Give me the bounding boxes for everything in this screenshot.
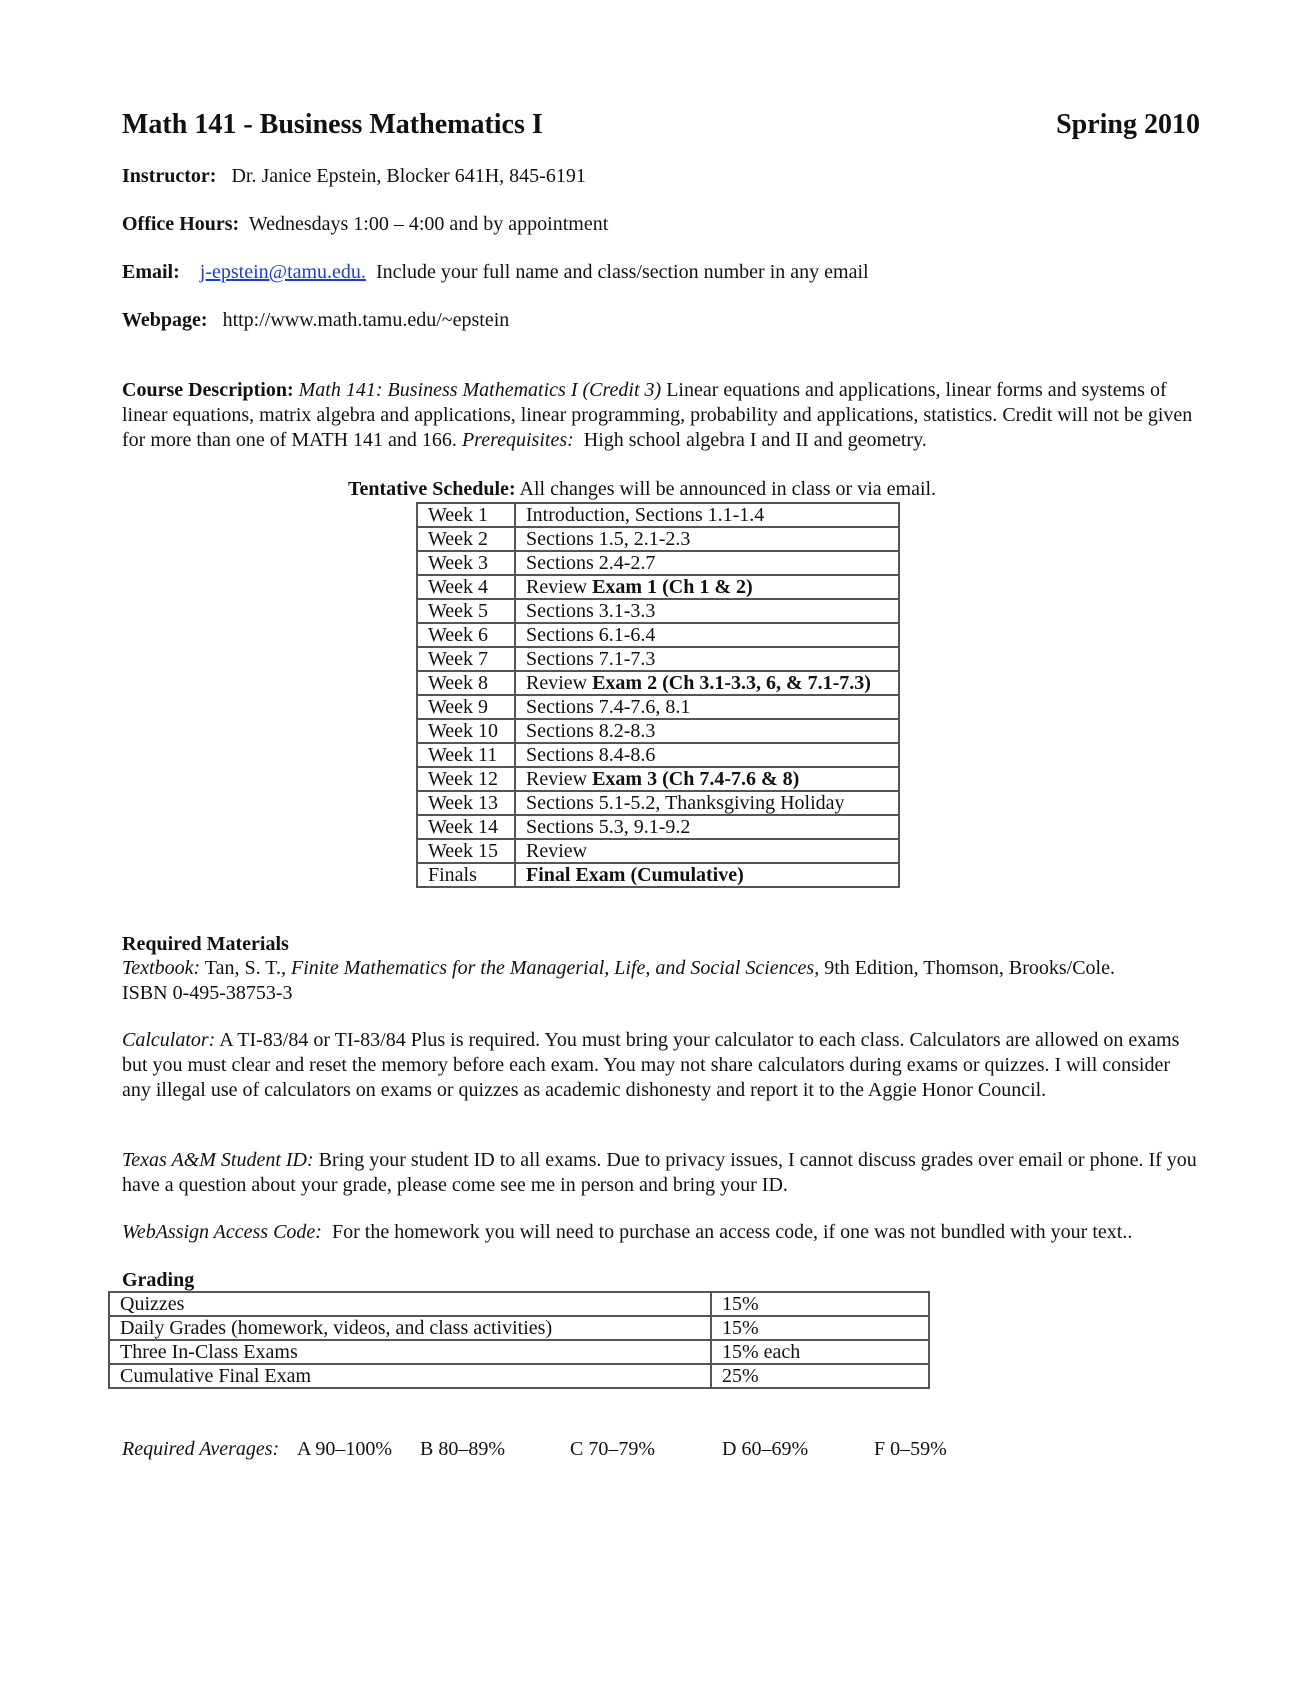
prerequisites-label: Prerequisites:	[461, 429, 574, 451]
grading-row	[109, 1340, 929, 1364]
schedule-topic	[515, 839, 899, 863]
schedule-topic-text: Sections 5.1-5.2, Thanksgiving Holiday	[526, 792, 845, 814]
schedule-topic-text: Sections 7.4-7.6, 8.1	[526, 696, 691, 718]
schedule-topic-text: Review	[526, 672, 593, 694]
schedule-row	[417, 743, 899, 767]
schedule-week: Week 12	[417, 767, 515, 791]
student-id-label: Texas A&M Student ID:	[122, 1149, 314, 1171]
grading-table	[108, 1291, 930, 1389]
schedule-week: Week 15	[417, 839, 515, 863]
course-description	[122, 378, 1202, 453]
email-link[interactable]: j-epstein@tamu.edu.	[199, 261, 366, 283]
schedule-row	[417, 815, 899, 839]
schedule-row	[417, 623, 899, 647]
webassign-text: For the homework you will need to purchase an access code, if one was not bundled with your text..	[331, 1221, 1133, 1243]
schedule-row	[417, 791, 899, 815]
schedule-topic-text: Review	[526, 576, 593, 598]
grade-c: C 70–79%	[570, 1438, 655, 1460]
description-text: Linear equations and applications, linear forms and systems of linear equations, matrix algebra and applications, linear programming, probability and applications, statistics. Credit will not be given for more than one of MATH 141 and 166.	[122, 379, 1193, 451]
schedule-row	[417, 647, 899, 671]
schedule-topic-text: Review	[526, 768, 593, 790]
schedule-row	[417, 527, 899, 551]
schedule-row	[417, 551, 899, 575]
schedule-topic-text: Sections 6.1-6.4	[526, 624, 656, 646]
student-id-text: Bring your student ID to all exams. Due to privacy issues, I cannot discuss grades over email or phone. If you have a question about your grade, please come see me in person and bring your ID.	[122, 1149, 1197, 1196]
schedule-heading	[348, 477, 936, 502]
office-hours-label: Office Hours:	[122, 213, 240, 235]
schedule-topic	[515, 575, 899, 599]
schedule-topic-text: Sections 8.4-8.6	[526, 744, 656, 766]
schedule-label: Tentative Schedule:	[348, 478, 516, 500]
schedule-week: Week 4	[417, 575, 515, 599]
schedule-row	[417, 767, 899, 791]
schedule-topic	[515, 671, 899, 695]
course-title: Math 141 - Business Mathematics I	[122, 109, 543, 140]
schedule-week: Week 2	[417, 527, 515, 551]
office-hours-value: Wednesdays 1:00 – 4:00 and by appointment	[248, 213, 609, 235]
schedule-topic	[515, 791, 899, 815]
schedule-topic-text: Sections 8.2-8.3	[526, 720, 656, 742]
schedule-week: Week 10	[417, 719, 515, 743]
grading-weight: 25%	[711, 1364, 929, 1388]
term-label: Spring 2010	[1056, 109, 1200, 140]
textbook-edition: 9th Edition, Thomson, Brooks/Cole.	[824, 957, 1115, 979]
schedule-row	[417, 671, 899, 695]
schedule-row	[417, 863, 899, 887]
schedule-topic	[515, 743, 899, 767]
calculator-text: A TI-83/84 or TI-83/84 Plus is required. You must bring your calculator to each class. Calculators are allowed on exams but you must clear and reset the memory before each exam. You may not share calculators during exams or quizzes. I will consider any illegal use of calculators on exams or quizzes as academic dishonesty and report it to the Aggie Honor Council.	[122, 1029, 1180, 1101]
schedule-week: Week 6	[417, 623, 515, 647]
schedule-row	[417, 719, 899, 743]
calculator-paragraph	[122, 1028, 1202, 1103]
grading-row	[109, 1292, 929, 1316]
schedule-week: Week 1	[417, 503, 515, 527]
schedule-topic	[515, 599, 899, 623]
schedule-week: Week 8	[417, 671, 515, 695]
textbook-author: Tan, S. T.,	[204, 957, 286, 979]
schedule-week: Week 14	[417, 815, 515, 839]
schedule-topic	[515, 815, 899, 839]
schedule-exam-text: Exam 3 (Ch 7.4-7.6 & 8)	[592, 768, 800, 790]
schedule-row	[417, 575, 899, 599]
webassign-paragraph	[122, 1220, 1222, 1245]
grade-d: D 60–69%	[722, 1438, 809, 1460]
grading-weight: 15%	[711, 1316, 929, 1340]
schedule-week: Week 7	[417, 647, 515, 671]
schedule-exam-text: Final Exam (Cumulative)	[526, 864, 744, 886]
schedule-row	[417, 599, 899, 623]
schedule-topic-text: Sections 3.1-3.3	[526, 600, 656, 622]
schedule-topic-text: Sections 2.4-2.7	[526, 552, 656, 574]
email-label: Email:	[122, 261, 180, 283]
textbook-paragraph	[122, 956, 1202, 1006]
schedule-table	[416, 502, 900, 888]
averages-label: Required Averages:	[122, 1438, 280, 1460]
schedule-week: Finals	[417, 863, 515, 887]
calculator-label: Calculator:	[122, 1029, 216, 1051]
office-hours-line	[122, 212, 608, 237]
webpage-label: Webpage:	[122, 309, 208, 331]
schedule-topic	[515, 503, 899, 527]
grading-row	[109, 1316, 929, 1340]
email-line	[122, 260, 869, 285]
webassign-label: WebAssign Access Code:	[122, 1221, 322, 1243]
grading-item: Daily Grades (homework, videos, and class activities)	[109, 1316, 711, 1340]
prerequisites-text: High school algebra I and II and geometry.	[583, 429, 927, 451]
schedule-week: Week 9	[417, 695, 515, 719]
instructor-value: Dr. Janice Epstein, Blocker 641H, 845-6191	[231, 165, 586, 187]
description-course: Math 141: Business Mathematics I (Credit 3)	[298, 379, 662, 401]
grading-row	[109, 1364, 929, 1388]
grade-f: F 0–59%	[874, 1438, 947, 1460]
schedule-week: Week 11	[417, 743, 515, 767]
schedule-exam-text: Exam 2 (Ch 3.1-3.3, 6, & 7.1-7.3)	[592, 672, 871, 694]
grading-item: Quizzes	[109, 1292, 711, 1316]
schedule-topic	[515, 719, 899, 743]
instructor-label: Instructor:	[122, 165, 217, 187]
schedule-row	[417, 695, 899, 719]
schedule-topic-text: Review	[526, 840, 588, 862]
grading-item: Three In-Class Exams	[109, 1340, 711, 1364]
schedule-topic	[515, 647, 899, 671]
schedule-exam-text: Exam 1 (Ch 1 & 2)	[592, 576, 753, 598]
schedule-topic	[515, 695, 899, 719]
grading-heading: Grading	[122, 1269, 195, 1291]
schedule-week: Week 5	[417, 599, 515, 623]
schedule-week: Week 3	[417, 551, 515, 575]
grading-weight: 15%	[711, 1292, 929, 1316]
textbook-label: Textbook:	[122, 957, 201, 979]
schedule-row	[417, 503, 899, 527]
student-id-paragraph	[122, 1148, 1202, 1198]
webpage-value: http://www.math.tamu.edu/~epstein	[222, 309, 510, 331]
schedule-row	[417, 839, 899, 863]
textbook-isbn: ISBN 0-495-38753-3	[122, 982, 293, 1004]
schedule-topic-text: Sections 7.1-7.3	[526, 648, 656, 670]
schedule-topic	[515, 623, 899, 647]
grade-b: B 80–89%	[420, 1438, 505, 1460]
schedule-topic-text: Sections 5.3, 9.1-9.2	[526, 816, 691, 838]
textbook-title: Finite Mathematics for the Managerial, Life, and Social Sciences,	[290, 957, 820, 979]
schedule-topic-text: Introduction, Sections 1.1-1.4	[526, 504, 765, 526]
schedule-week: Week 13	[417, 791, 515, 815]
email-note: Include your full name and class/section number in any email	[375, 261, 869, 283]
schedule-topic	[515, 527, 899, 551]
grade-a: A 90–100%	[297, 1438, 392, 1460]
grading-item: Cumulative Final Exam	[109, 1364, 711, 1388]
schedule-topic	[515, 863, 899, 887]
materials-heading: Required Materials	[122, 933, 289, 955]
schedule-topic	[515, 551, 899, 575]
description-label: Course Description:	[122, 379, 294, 401]
schedule-note: All changes will be announced in class or via email.	[519, 478, 937, 500]
instructor-line	[122, 164, 586, 189]
grading-weight: 15% each	[711, 1340, 929, 1364]
webpage-line	[122, 308, 509, 333]
schedule-topic	[515, 767, 899, 791]
schedule-topic-text: Sections 1.5, 2.1-2.3	[526, 528, 691, 550]
